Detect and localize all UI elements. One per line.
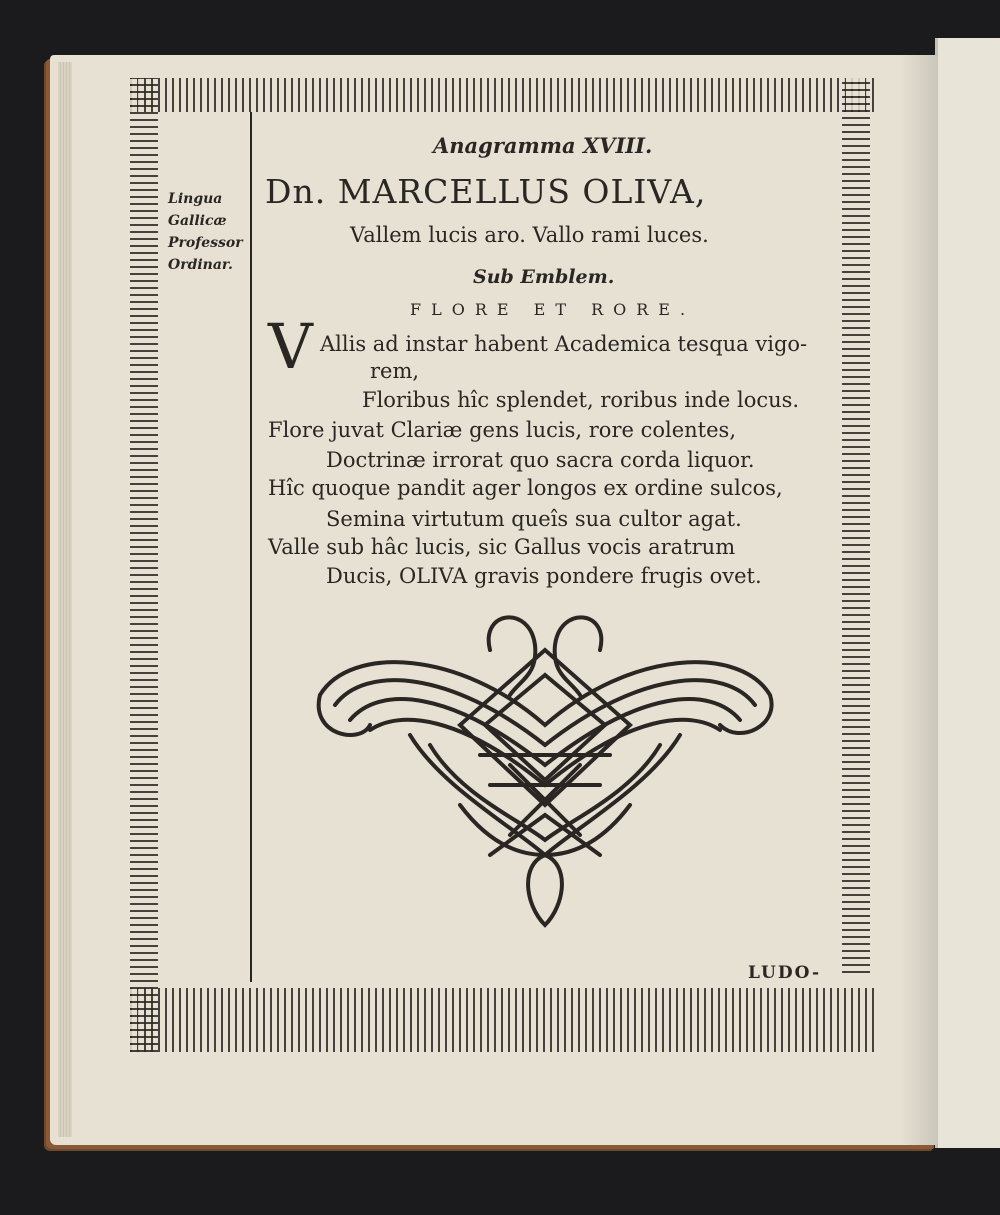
emblem-label: Sub Emblem. xyxy=(473,266,615,288)
margin-note-line: Ordinar. xyxy=(168,257,233,273)
margin-note-line: Gallicæ xyxy=(168,213,227,229)
poem-line: Doctrinæ irrorat quo sacra corda liquor. xyxy=(326,448,755,472)
margin-rule xyxy=(250,112,252,982)
ornamental-border-bottom xyxy=(130,988,876,1052)
anagram-line: Vallem lucis aro. Vallo rami luces. xyxy=(350,223,709,247)
ornamental-border-top xyxy=(130,78,876,112)
poem-line: Allis ad instar habent Academica tesqua vigo- xyxy=(320,332,808,356)
anagram-heading: Anagramma XVIII. xyxy=(433,133,653,158)
drop-cap: V xyxy=(268,310,313,383)
calligraphic-ornament xyxy=(310,605,780,935)
name-line: Dn. MARCELLUS OLIVA, xyxy=(265,172,707,211)
poem-line: Ducis, OLIVA gravis pondere frugis ovet. xyxy=(326,564,762,588)
margin-note-line: Lingua xyxy=(168,191,223,207)
margin-note xyxy=(168,188,243,276)
binding-shadow xyxy=(900,55,938,1145)
catchword: LUDO- xyxy=(748,963,822,983)
poem-line: Flore juvat Clariæ gens lucis, rore colentes, xyxy=(268,418,736,442)
poem-line: Valle sub hâc lucis, sic Gallus vocis aratrum xyxy=(268,535,736,559)
next-page-edge xyxy=(935,38,1000,1148)
poem-line: Semina virtutum queîs sua cultor agat. xyxy=(326,507,742,531)
poem-line: Floribus hîc splendet, roribus inde locus. xyxy=(362,388,800,412)
page-stack-edge xyxy=(58,62,72,1137)
poem-line: rem, xyxy=(370,359,420,383)
ornamental-border-left xyxy=(130,78,158,1052)
motto: FLORE ET RORE. xyxy=(410,300,696,319)
margin-note-line: Professor xyxy=(168,235,243,251)
poem-line: Hîc quoque pandit ager longos ex ordine sulcos, xyxy=(268,476,783,500)
ornamental-border-right xyxy=(842,78,870,973)
